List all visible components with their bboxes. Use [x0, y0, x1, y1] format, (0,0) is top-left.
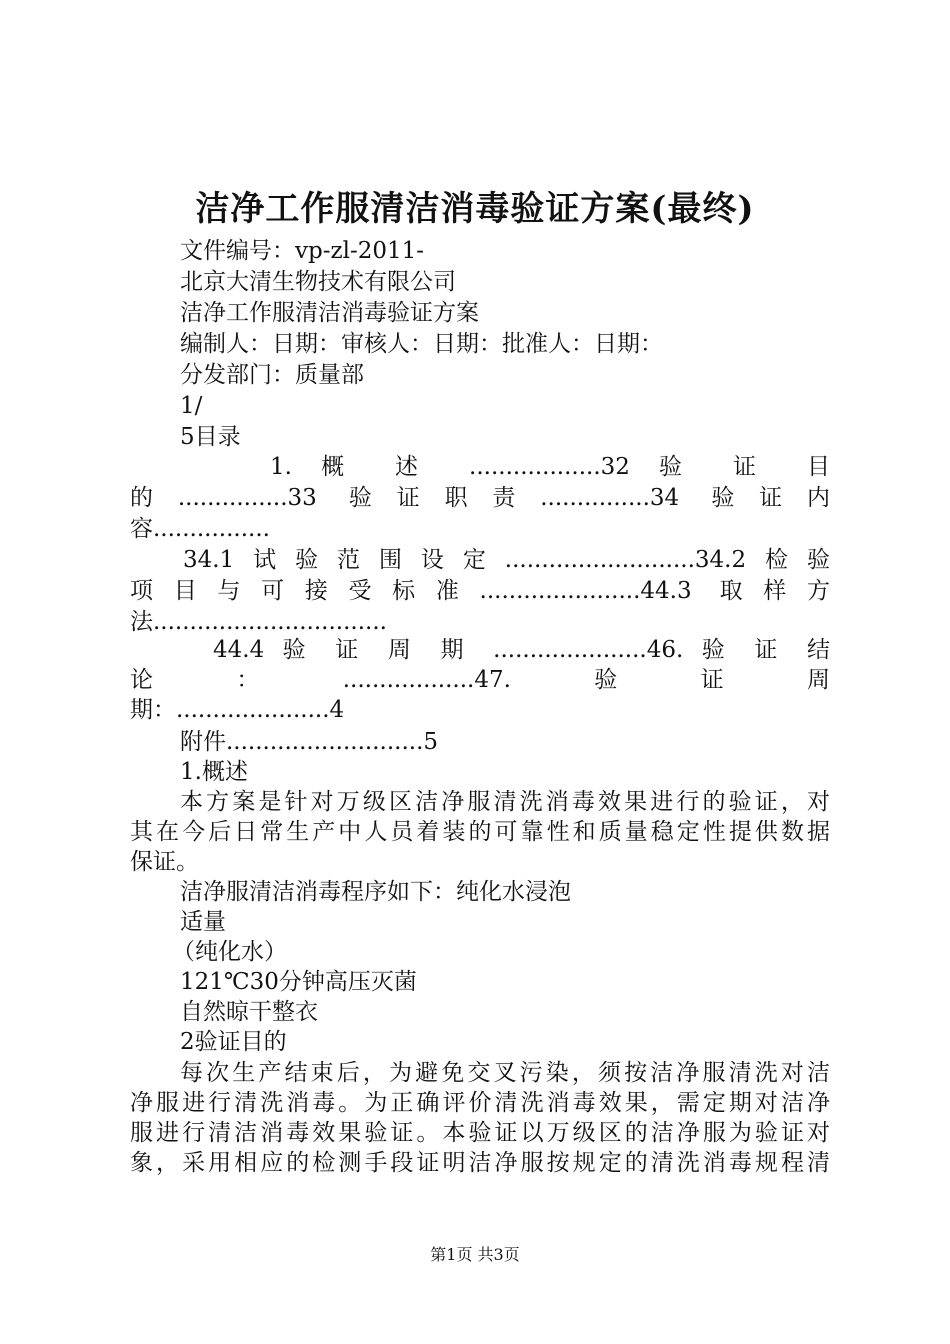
toc-line: 法................................ — [130, 609, 387, 635]
page-footer: 第1页 共3页 — [430, 1245, 520, 1264]
toc-heading: 5目录 — [180, 424, 241, 450]
procedure-line: 自然晾干整衣 — [180, 999, 318, 1025]
toc-line: 附件...........................5 — [180, 729, 439, 755]
distribution-department: 分发部门：质量部 — [180, 362, 364, 388]
page-fraction: 1/ — [180, 393, 203, 419]
toc-fragment: ： — [236, 667, 260, 693]
toc-fragment: 验 — [594, 667, 618, 693]
toc-line: 容................ — [130, 516, 270, 542]
toc-fragment: 周 — [806, 667, 830, 693]
toc-line: 项目与可接受标准......................44.3 取样方 — [130, 578, 830, 604]
toc-fragment: 证 — [700, 667, 724, 693]
paragraph-line: 净服进行清洗消毒。为正确评价清洗消毒效果，需定期对洁净 — [130, 1090, 830, 1116]
toc-line: 34.1试验范围设定..........................34.2检验 — [183, 547, 830, 573]
file-number: 文件编号：vp-zl-2011- — [180, 238, 425, 264]
plan-name: 洁净工作服清洁消毒验证方案 — [180, 300, 479, 326]
procedure-line: 121℃30分钟高压灭菌 — [180, 969, 417, 995]
toc-line: 的...............33 验证职责...............34 验证内 — [130, 485, 830, 511]
toc-fragment: ..................47. — [342, 667, 511, 693]
toc-line — [130, 665, 830, 695]
paragraph-line: 本方案是针对万级区洁净服清洗消毒效果进行的验证，对 — [180, 789, 830, 815]
toc-line: 44.4 验 证 周 期 .....................46. 验 证 结 — [213, 637, 830, 663]
toc-line: 1. 概 述 ..................32 验 证 目 — [270, 454, 830, 480]
section-heading: 2验证目的 — [180, 1029, 287, 1055]
paragraph-line: 每次生产结束后，为避免交叉污染，须按洁净服清洗对洁 — [180, 1060, 830, 1086]
paragraph-line: 保证。 — [130, 849, 199, 875]
paragraph-line: 其在今后日常生产中人员着装的可靠性和质量稳定性提供数据 — [130, 819, 830, 845]
procedure-line: 洁净服清洁消毒程序如下：纯化水浸泡 — [180, 879, 571, 905]
paragraph-line: 象，采用相应的检测手段证明洁净服按规定的清洗消毒规程清 — [130, 1150, 830, 1176]
document-title: 洁净工作服清洁消毒验证方案(最终) — [195, 189, 755, 229]
section-heading: 1.概述 — [180, 759, 248, 785]
company-name: 北京大清生物技术有限公司 — [180, 269, 456, 295]
toc-fragment: 论 — [130, 667, 153, 693]
paragraph-line: 服进行清洁消毒效果验证。本验证以万级区的洁净服为验证对 — [130, 1120, 830, 1146]
procedure-line: 适量 — [180, 909, 226, 935]
signatures-line: 编制人：日期：审核人：日期：批准人：日期： — [180, 331, 663, 357]
procedure-line: （纯化水） — [172, 939, 287, 965]
toc-line: 期：.....................4 — [130, 697, 345, 723]
